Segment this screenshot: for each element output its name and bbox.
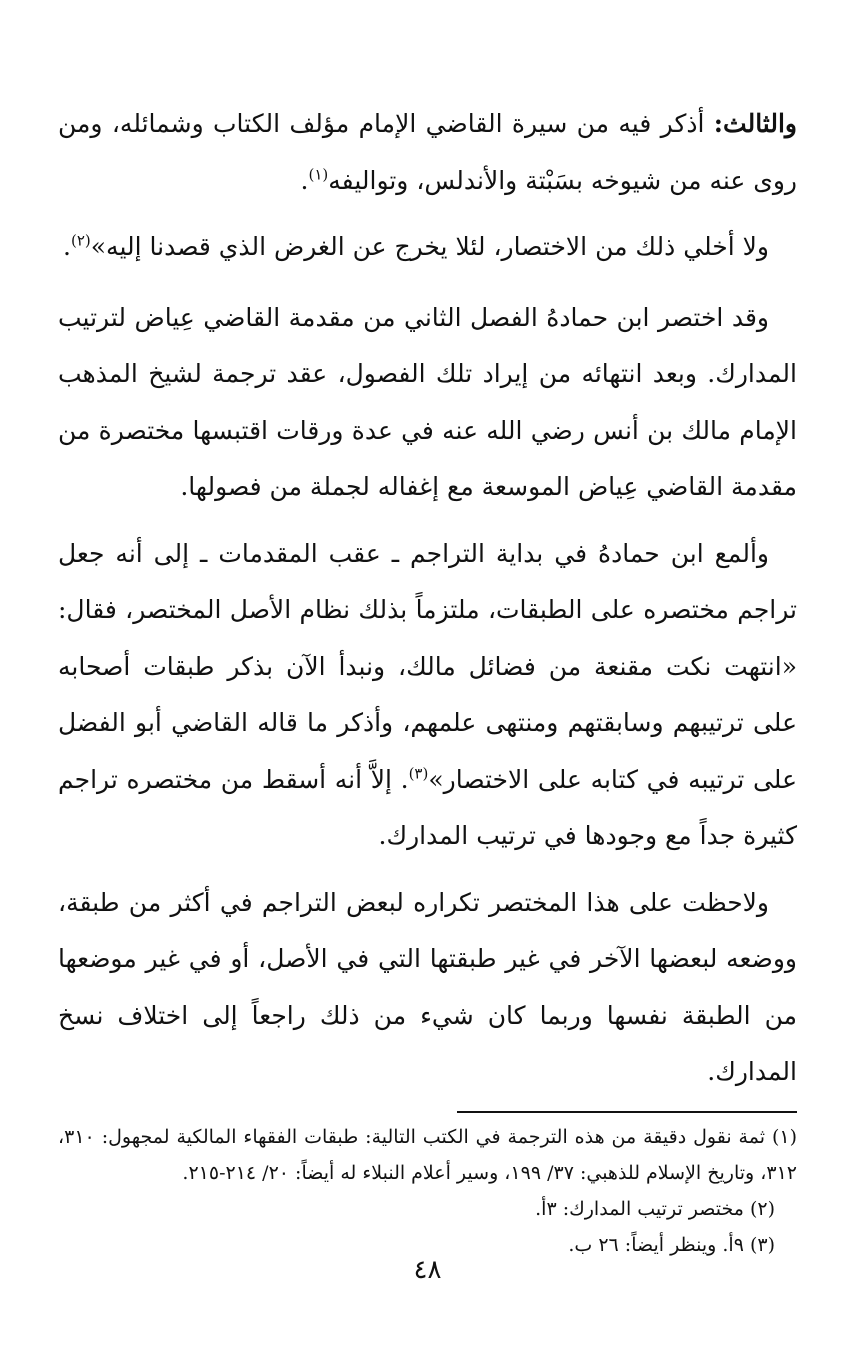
page-body xyxy=(58,96,797,1263)
footnote-divider xyxy=(457,1111,797,1113)
footnote-2: (٢) مختصر ترتيب المدارك: ٣أ. xyxy=(535,1197,775,1220)
paragraph-2 xyxy=(58,219,797,276)
paragraph-end: . xyxy=(300,165,309,195)
paragraph-text: أذكر فيه من سيرة القاضي الإمام مؤلف الكتاب وشمائله، ومن روى عنه من شيوخه بسَبْتة والأندلس، وتواليفه xyxy=(58,109,797,195)
footnote-1: (١) ثمة نقول دقيقة من هذه الترجمة في الكتب التالية: طبقات الفقهاء المالكية لمجهول: ٣١٠، ٣١٢، وتاريخ الإسلام للذهبي: ٣٧/ ١٩٩، وسير أعلام النبلاء له أيضاً: ٢٠/ ٢١٤-٢١٥. xyxy=(58,1125,797,1184)
paragraph-3: وقد اختصر ابن حمادهُ الفصل الثاني من مقدمة القاضي عِياض لترتيب المدارك. وبعد انتهائه من إيراد تلك الفصول، عقد ترجمة لشيخ المذهب الإمام مالك بن أنس رضي الله عنه في عدة ورقات اقتبسها مختصرة من مقدمة القاضي عِياض الموسعة مع إغفاله لجملة من فصولها. xyxy=(58,302,797,501)
footnote-ref: (٣) xyxy=(408,764,429,783)
paragraph-5: ولاحظت على هذا المختصر تكراره لبعض التراجم في أكثر من طبقة، ووضعه لبعضها الآخر في غير طبقتها التي في الأصل، أو في غير موضعها من الطبقة نفسها وربما كان شيء من ذلك راجعاً إلى اختلاف نسخ المدارك. xyxy=(58,887,797,1086)
paragraph-lead: والثالث: xyxy=(713,109,797,138)
page-number: ٤٨ xyxy=(413,1255,442,1285)
paragraph-text: . إلاَّ أنه أسقط من مختصره تراجم كثيرة جداً مع وجودها في ترتيب المدارك. xyxy=(58,764,797,850)
paragraph-text: ولا أخلي ذلك من الاختصار، لئلا يخرج عن الغرض الذي قصدنا إليه» xyxy=(90,232,769,261)
footnote-ref: (١) xyxy=(308,165,329,184)
paragraph-text: وألمع ابن حمادهُ في بداية التراجم ـ عقب المقدمات ـ إلى أنه جعل تراجم مختصره على الطبقات، ملتزماً بذلك نظام الأصل المختصر، فقال: «انتهت نكت مقنعة من فضائل مالك، ونبدأ الآن بذكر طبقات أصحابه على ترتيبهم وسابقتهم ومنتهى علمهم، وأذكر ما قاله القاضي أبو الفضل على ترتيبه في كتابه على الاختصار» xyxy=(58,538,797,794)
paragraph-1 xyxy=(58,96,797,209)
paragraph-end: . xyxy=(63,232,71,261)
paragraph-4 xyxy=(58,526,797,865)
footnote-ref: (٢) xyxy=(70,231,91,250)
footnote-3: (٣) ٩أ. وينظر أيضاً: ٢٦ ب. xyxy=(568,1233,775,1256)
